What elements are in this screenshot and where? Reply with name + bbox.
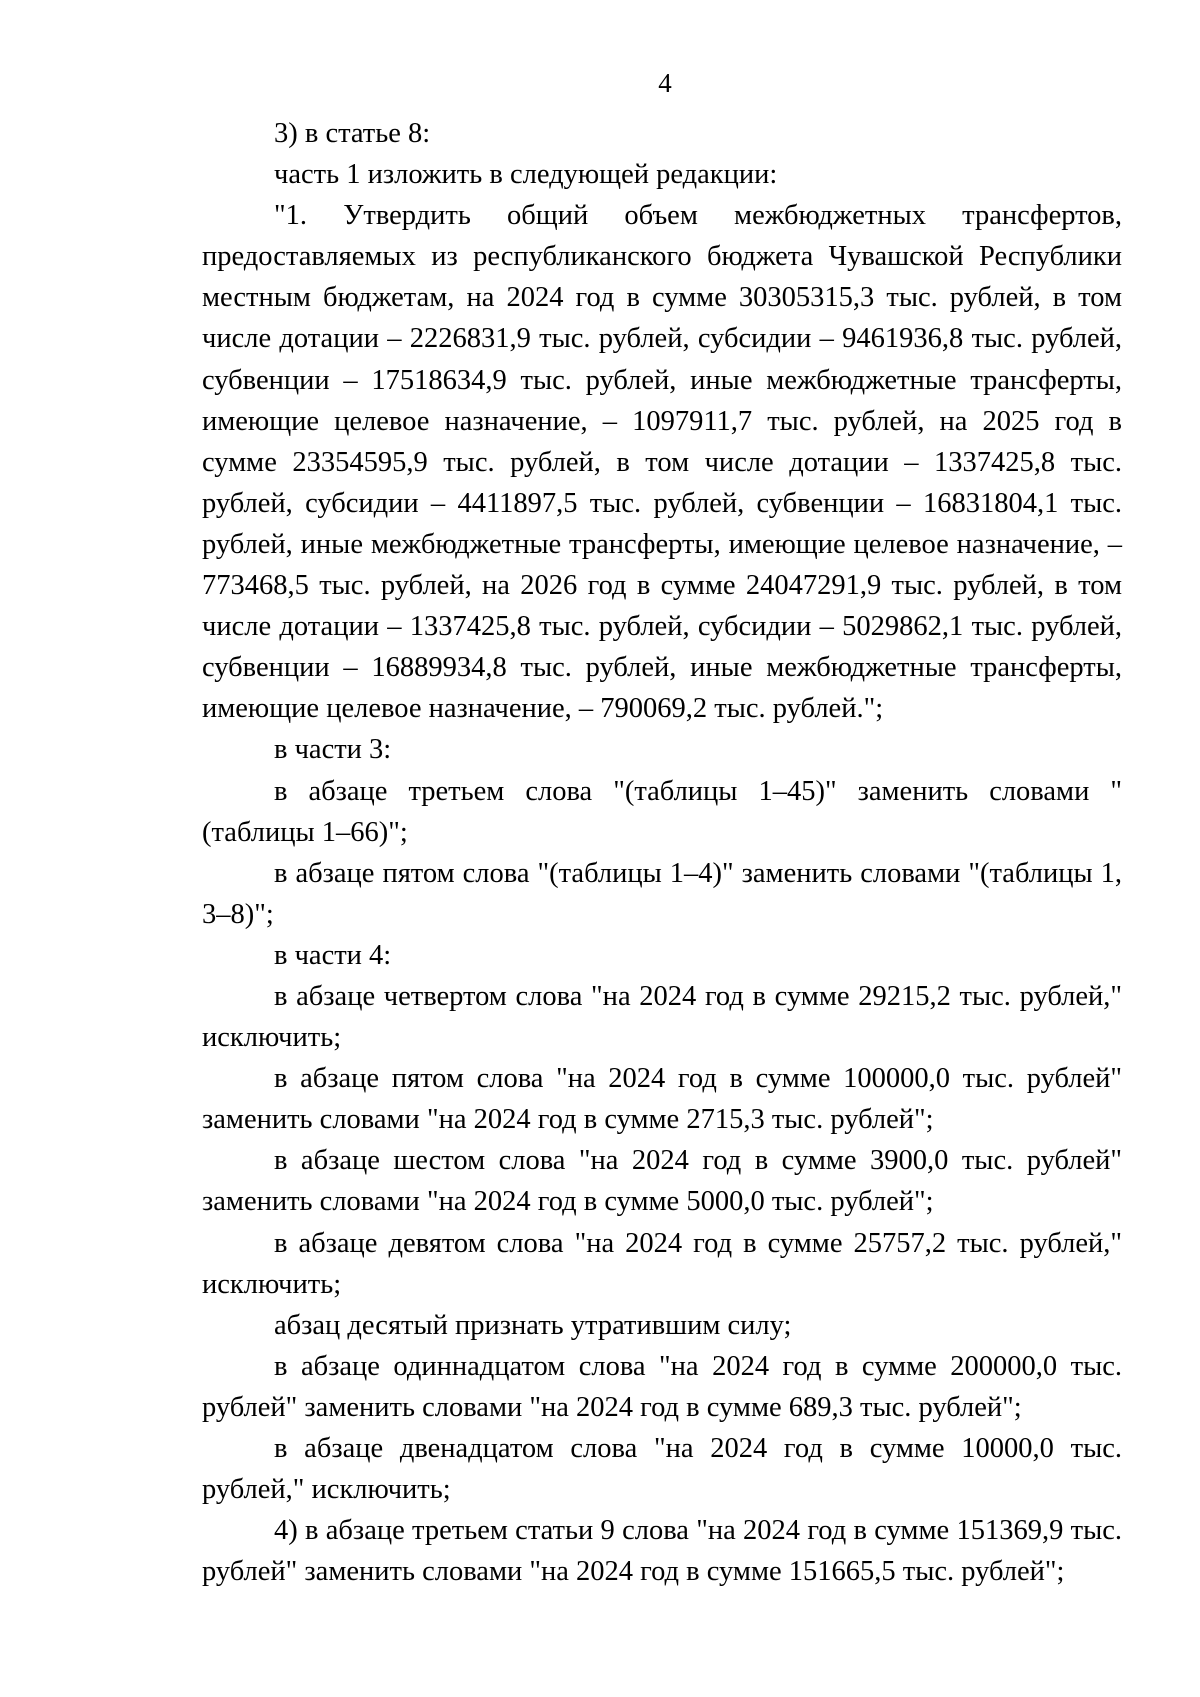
paragraph-article-8-heading: 3) в статье 8:	[274, 118, 431, 149]
paragraph-part-4-heading: в части 4:	[274, 939, 392, 971]
page-number: 4	[658, 68, 672, 98]
paragraph-part-4-abzac-12: в абзаце двенадцатом слова "на 2024 год в сумме 10000,0 тыс. рублей," исключить;	[202, 1433, 1122, 1506]
paragraph-part-3-abzac-5: в абзаце пятом слова "(таблицы 1–4)" заменить словами "(таблицы 1, 3–8)";	[202, 857, 1122, 930]
paragraph-article-9: 4) в абзаце третьем статьи 9 слова "на 2024 год в сумме 151369,9 тыс. рублей" заменить словами "на 2024 год в сумме 151665,5 тыс. рублей";	[202, 1515, 1122, 1588]
paragraph-part-3-abzac-3: в абзаце третьем слова "(таблицы 1–45)" заменить словами "(таблицы 1–66)";	[202, 775, 1122, 848]
paragraph-part-4-abzac-4: в абзаце четвертом слова "на 2024 год в сумме 29215,2 тыс. рублей," исключить;	[202, 980, 1122, 1054]
paragraph-transfers-amounts: "1. Утвердить общий объем межбюджетных трансфертов, предоставляемых из республиканского бюджета Чувашской Республики местным бюджетам, на 2024 год в сумме 30305315,3 тыс. рублей, в том числе дотации – 2226831,9 тыс. рублей, субсидии – 9461936,8 тыс. рублей, субвенции – 17518634,9 тыс. рублей, иные межбюджетные трансферты, имеющие целевое назначение, – 1097911,7 тыс. рублей, на 2025 год в сумме 23354595,9 тыс. рублей, в том числе дотации – 1337425,8 тыс. рублей, субсидии – 4411897,5 тыс. рублей, субвенции – 16831804,1 тыс. рублей, иные межбюджетные трансферты, имеющие целевое назначение, – 773468,5 тыс. рублей, на 2026 год в сумме 24047291,9 тыс. рублей, в том числе дотации – 1337425,8 тыс. рублей, субсидии – 5029862,1 тыс. рублей, субвенции – 16889934,8 тыс. рублей, иные межбюджетные трансферты, имеющие целевое назначение, – 790069,2 тыс. рублей.";	[202, 200, 1122, 725]
paragraph-part-4-abzac-9: в абзаце девятом слова "на 2024 год в сумме 25757,2 тыс. рублей," исключить;	[202, 1227, 1122, 1300]
document-body	[202, 113, 1122, 1592]
paragraph-part-3-heading: в части 3:	[274, 734, 392, 766]
paragraph-part-4-abzac-10: абзац десятый признать утратившим силу;	[274, 1309, 792, 1341]
paragraph-part-4-abzac-6: в абзаце шестом слова "на 2024 год в сумме 3900,0 тыс. рублей" заменить словами "на 2024 год в сумме 5000,0 тыс. рублей";	[202, 1145, 1122, 1218]
paragraph-part-4-abzac-11: в абзаце одиннадцатом слова "на 2024 год в сумме 200000,0 тыс. рублей" заменить словами "на 2024 год в сумме 689,3 тыс. рублей";	[202, 1350, 1122, 1423]
paragraph-part-4-abzac-5: в абзаце пятом слова "на 2024 год в сумме 100000,0 тыс. рублей" заменить словами "на 2024 год в сумме 2715,3 тыс. рублей";	[202, 1063, 1122, 1136]
paragraph-part-1-intro: часть 1 изложить в следующей редакции:	[274, 159, 778, 191]
